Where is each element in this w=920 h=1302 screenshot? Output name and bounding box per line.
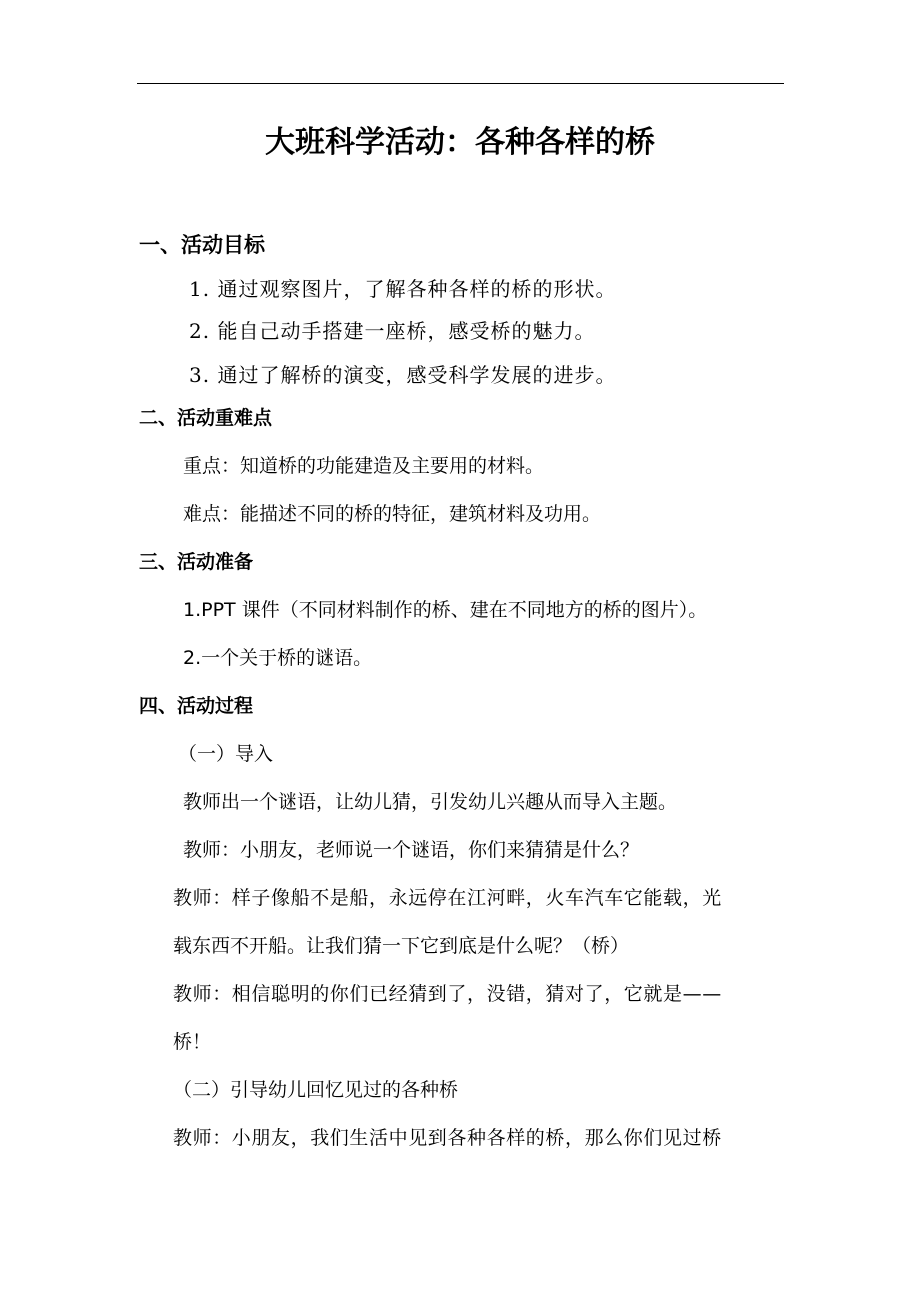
process-paragraph: 教师：样子像船不是船，永远停在江河畔，火车汽车它能载，光 bbox=[173, 887, 722, 909]
section-heading-process: 四、活动过程 bbox=[139, 695, 254, 717]
process-paragraph: 载东西不开船。让我们猜一下它到底是什么呢？（桥） bbox=[173, 935, 630, 957]
page-title: 大班科学活动：各种各样的桥 bbox=[265, 125, 655, 160]
keypoint-difficulty: 难点：能描述不同的桥的特征，建筑材料及功用。 bbox=[183, 503, 602, 525]
process-paragraph: 教师：相信聪明的你们已经猜到了，没错，猜对了，它就是—— bbox=[173, 983, 722, 1005]
goal-item-2: 2. 能自己动手搭建一座桥，感受桥的魅力。 bbox=[189, 319, 596, 343]
goal-item-1: 1. 通过观察图片，了解各种各样的桥的形状。 bbox=[189, 277, 617, 301]
preparation-item-2: 2.一个关于桥的谜语。 bbox=[183, 647, 373, 669]
process-subheading-intro: （一）导入 bbox=[178, 743, 274, 765]
process-paragraph: 教师：小朋友，我们生活中见到各种各样的桥，那么你们见过桥 bbox=[173, 1127, 722, 1149]
goal-item-3: 3. 通过了解桥的演变，感受科学发展的进步。 bbox=[189, 363, 617, 387]
section-heading-keypoints: 二、活动重难点 bbox=[139, 407, 273, 429]
header-rule bbox=[137, 83, 784, 84]
process-paragraph: 教师出一个谜语，让幼儿猜，引发幼儿兴趣从而导入主题。 bbox=[183, 791, 678, 813]
process-subheading-recall: （二）引导幼儿回忆见过的各种桥 bbox=[173, 1079, 459, 1101]
preparation-item-1: 1.PPT 课件（不同材料制作的桥、建在不同地方的桥的图片）。 bbox=[183, 599, 708, 621]
keypoint-focus: 重点：知道桥的功能建造及主要用的材料。 bbox=[183, 455, 545, 477]
process-paragraph: 桥！ bbox=[173, 1031, 212, 1053]
section-heading-preparation: 三、活动准备 bbox=[139, 551, 254, 573]
section-heading-goals: 一、活动目标 bbox=[139, 233, 265, 257]
process-paragraph: 教师：小朋友，老师说一个谜语，你们来猜猜是什么？ bbox=[183, 839, 640, 861]
